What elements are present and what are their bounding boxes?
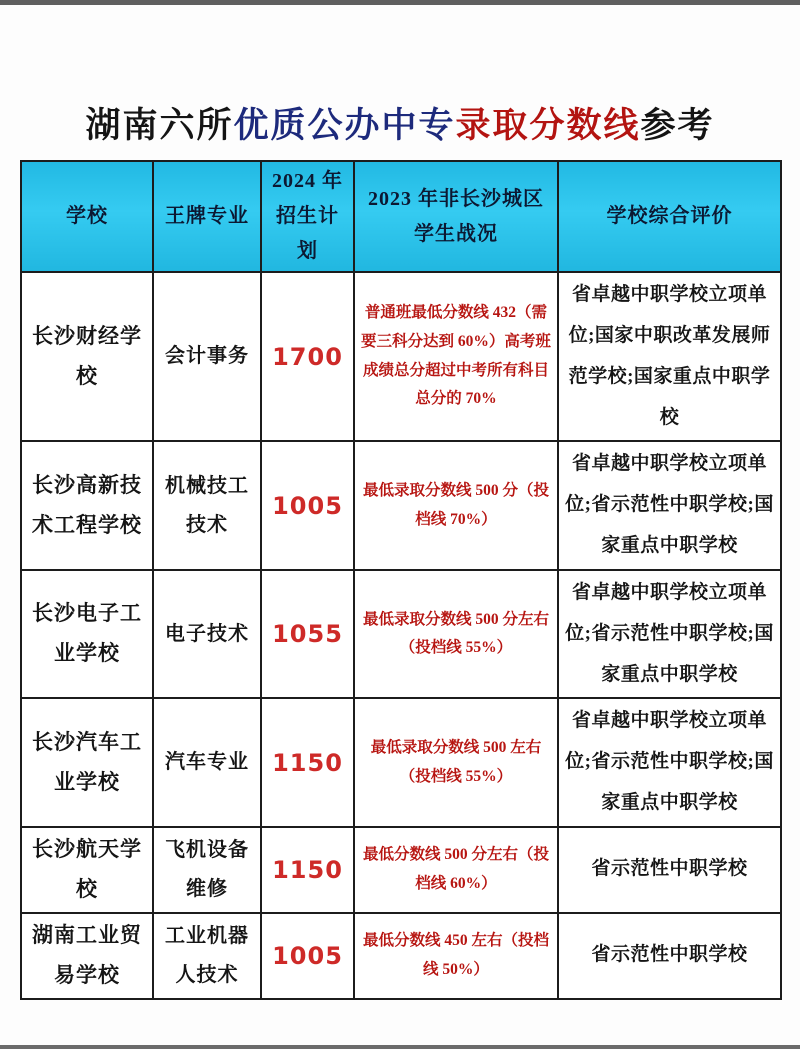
cell-plan: 1005 [261, 913, 354, 999]
cell-school: 长沙高新技术工程学校 [21, 441, 153, 570]
photo-edge-bottom [0, 1045, 800, 1049]
table-row [21, 570, 781, 699]
cell-plan: 1150 [261, 827, 354, 913]
cell-score: 最低录取分数线 500 分（投档线 70%） [354, 441, 558, 570]
cell-evaluation: 省示范性中职学校 [558, 827, 781, 913]
table-row [21, 441, 781, 570]
cell-major: 汽车专业 [153, 698, 261, 827]
cell-major: 电子技术 [153, 570, 261, 699]
cell-major: 会计事务 [153, 272, 261, 441]
cell-evaluation: 省卓越中职学校立项单位;省示范性中职学校;国家重点中职学校 [558, 441, 781, 570]
cell-major: 机械技工技术 [153, 441, 261, 570]
schools-table-container [20, 160, 780, 1000]
cell-plan: 1150 [261, 698, 354, 827]
cell-school: 长沙电子工业学校 [21, 570, 153, 699]
column-header-major: 王牌专业 [153, 161, 261, 272]
table-row [21, 698, 781, 827]
cell-plan: 1700 [261, 272, 354, 441]
column-header-school: 学校 [21, 161, 153, 272]
title-segment-red: 录取分数线 [455, 106, 641, 145]
cell-school: 长沙汽车工业学校 [21, 698, 153, 827]
table-header-row [21, 161, 781, 272]
cell-score: 最低录取分数线 500 左右（投档线 55%） [354, 698, 558, 827]
cell-school: 长沙财经学校 [21, 272, 153, 441]
cell-evaluation: 省卓越中职学校立项单位;省示范性中职学校;国家重点中职学校 [558, 698, 781, 827]
table-row [21, 913, 781, 999]
table-row [21, 272, 781, 441]
cell-score: 最低录取分数线 500 分左右（投档线 55%） [354, 570, 558, 699]
cell-score: 最低分数线 500 分左右（投档线 60%） [354, 827, 558, 913]
title-segment-navy: 优质公办中专 [233, 106, 456, 145]
cell-school: 湖南工业贸易学校 [21, 913, 153, 999]
cell-score: 最低分数线 450 左右（投档线 50%） [354, 913, 558, 999]
title-segment-black-1: 湖南六所 [85, 106, 234, 145]
cell-evaluation: 省卓越中职学校立项单位;省示范性中职学校;国家重点中职学校 [558, 570, 781, 699]
cell-major: 飞机设备维修 [153, 827, 261, 913]
page-title [0, 98, 800, 148]
column-header-evaluation: 学校综合评价 [558, 161, 781, 272]
cell-plan: 1055 [261, 570, 354, 699]
cell-evaluation: 省卓越中职学校立项单位;国家中职改革发展师范学校;国家重点中职学校 [558, 272, 781, 441]
schools-table [20, 160, 782, 1000]
cell-plan: 1005 [261, 441, 354, 570]
photo-edge-top [0, 0, 800, 5]
column-header-plan: 2024 年招生计划 [261, 161, 354, 272]
title-segment-black-2: 参考 [640, 106, 715, 145]
column-header-score: 2023 年非长沙城区学生战况 [354, 161, 558, 272]
cell-major: 工业机器人技术 [153, 913, 261, 999]
cell-school: 长沙航天学校 [21, 827, 153, 913]
table-row [21, 827, 781, 913]
cell-evaluation: 省示范性中职学校 [558, 913, 781, 999]
cell-score: 普通班最低分数线 432（需要三科分达到 60%）高考班成绩总分超过中考所有科目总分的 70% [354, 272, 558, 441]
